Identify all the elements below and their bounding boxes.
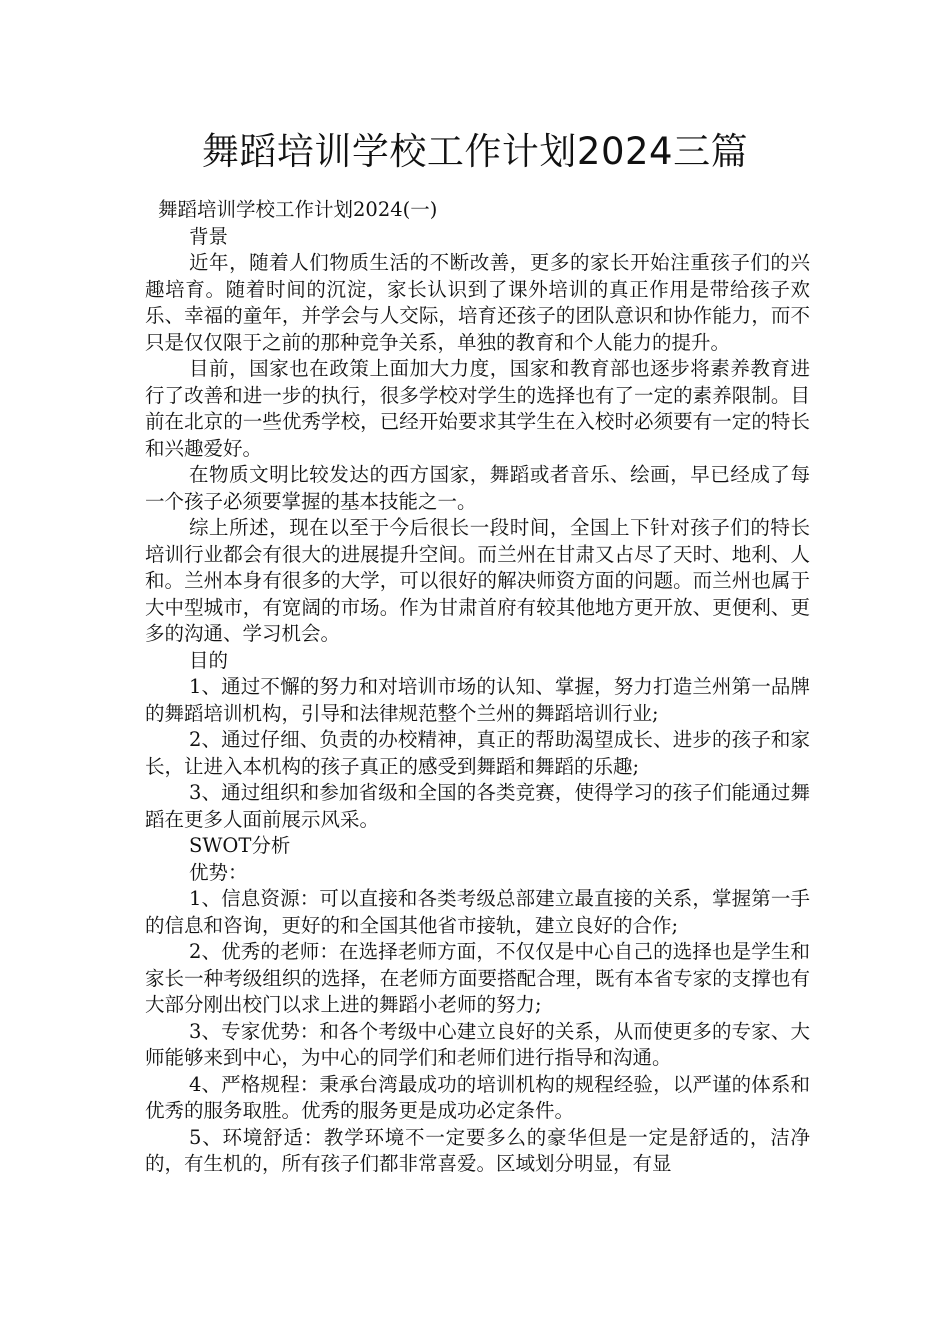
list-item: 1、信息资源：可以直接和各类考级总部建立最直接的关系，掌握第一手的信息和咨询，更好的和全国其他省市接轨，建立良好的合作; xyxy=(145,887,810,937)
list-item: 3、通过组织和参加省级和全国的各类竞赛，使得学习的孩子们能通过舞蹈在更多人面前展示风采。 xyxy=(145,781,810,831)
section-heading: 舞蹈培训学校工作计划2024(一) xyxy=(158,198,438,221)
subheading-strengths: 优势： xyxy=(189,860,248,884)
paragraph: 在物质文明比较发达的西方国家，舞蹈或者音乐、绘画，早已经成了每一个孩子必须要掌握的基本技能之一。 xyxy=(145,463,810,513)
list-item: 5、环境舒适：教学环境不一定要多么的豪华但是一定是舒适的，洁净的，有生机的，所有孩子们都非常喜爱。区域划分明显，有显 xyxy=(145,1125,810,1175)
subheading-swot: SWOT分析 xyxy=(189,834,291,857)
list-item: 2、通过仔细、负责的办校精神，真正的帮助渴望成长、进步的孩子和家长，让进入本机构的孩子真正的感受到舞蹈和舞蹈的乐趣; xyxy=(145,728,810,778)
document-body xyxy=(145,197,810,1178)
list-item: 3、专家优势：和各个考级中心建立良好的关系，从而使更多的专家、大师能够来到中心，为中心的同学们和老师们进行指导和沟通。 xyxy=(145,1019,810,1069)
list-item: 2、优秀的老师：在选择老师方面，不仅仅是中心自己的选择也是学生和家长一种考级组织的选择，在老师方面要搭配合理，既有本省专家的支撑也有大部分刚出校门以求上进的舞蹈小老师的努力; xyxy=(145,940,810,1016)
paragraph: 目前，国家也在政策上面加大力度，国家和教育部也逐步将素养教育进行了改善和进一步的执行，很多学校对学生的选择也有了一定的素养限制。目前在北京的一些优秀学校，已经开始要求其学生在入校时必须要有一定的特长和兴趣爱好。 xyxy=(145,357,810,460)
list-item: 4、严格规程：秉承台湾最成功的培训机构的规程经验，以严谨的体系和优秀的服务取胜。优秀的服务更是成功必定条件。 xyxy=(145,1072,810,1122)
document-title: 舞蹈培训学校工作计划2024三篇 xyxy=(201,130,749,173)
subheading-background: 背景 xyxy=(189,224,229,248)
subheading-purpose: 目的 xyxy=(189,648,229,672)
list-item: 1、通过不懈的努力和对培训市场的认知、掌握，努力打造兰州第一品牌的舞蹈培训机构，引导和法律规范整个兰州的舞蹈培训行业; xyxy=(145,675,810,725)
paragraph: 综上所述，现在以至于今后很长一段时间，全国上下针对孩子们的特长培训行业都会有很大的进展提升空间。而兰州在甘肃又占尽了天时、地利、人和。兰州本身有很多的大学，可以很好的解决师资方面的问题。而兰州也属于大中型城市，有宽阔的市场。作为甘肃首府有较其他地方更开放、更便利、更多的沟通、学习机会。 xyxy=(145,516,810,645)
paragraph: 近年，随着人们物质生活的不断改善，更多的家长开始注重孩子们的兴趣培育。随着时间的沉淀，家长认识到了课外培训的真正作用是带给孩子欢乐、幸福的童年，并学会与人交际，培育还孩子的团队意识和协作能力，而不只是仅仅限于之前的那种竞争关系，单独的教育和个人能力的提升。 xyxy=(145,251,810,354)
